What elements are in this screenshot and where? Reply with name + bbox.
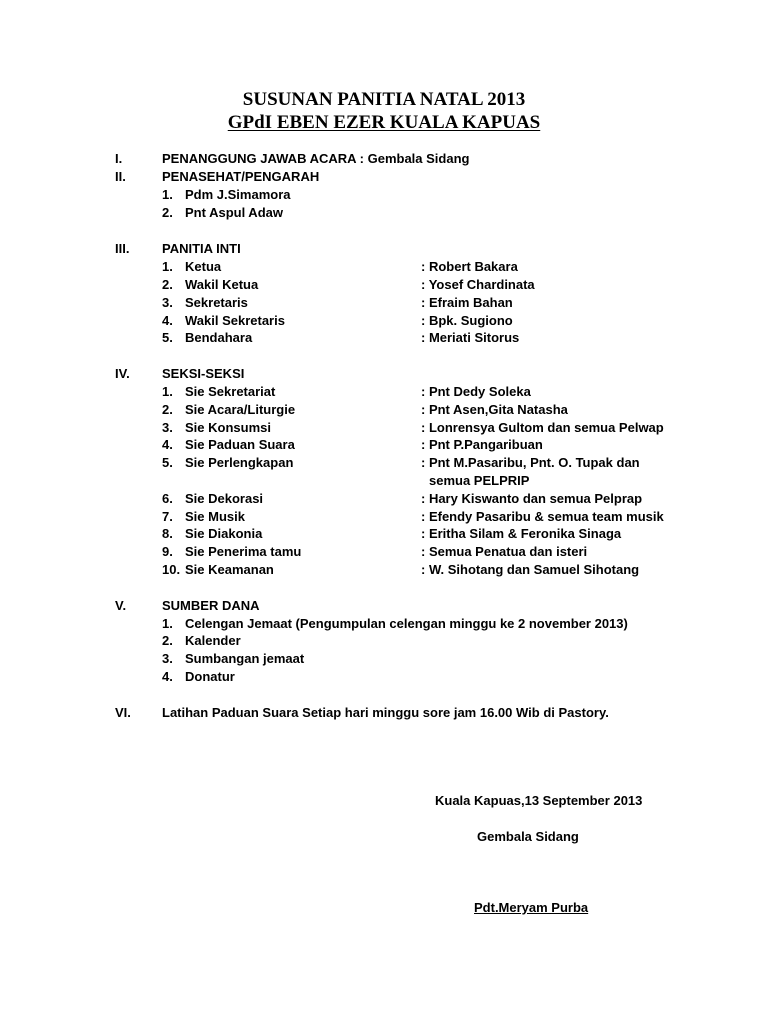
item-number: 2.	[162, 277, 173, 292]
list-item: Celengan Jemaat (Pengumpulan celengan minggu ke 2 november 2013)	[185, 616, 628, 631]
role-value: : Meriati Sitorus	[421, 330, 520, 345]
role-label: Sie Sekretariat	[185, 384, 276, 399]
item-number: 9.	[162, 544, 173, 559]
section-numeral: II.	[115, 169, 126, 184]
place-date: Kuala Kapuas,13 September 2013	[435, 793, 643, 808]
section-heading: PENANGGUNG JAWAB ACARA : Gembala Sidang	[162, 151, 470, 166]
role-value: : Hary Kiswanto dan semua Pelprap	[421, 491, 643, 506]
item-number: 4.	[162, 437, 173, 452]
role-value-continued: semua PELPRIP	[429, 473, 530, 488]
item-number: 2.	[162, 633, 173, 648]
role-label: Sie Dekorasi	[185, 491, 264, 506]
role-value: : Pnt M.Pasaribu, Pnt. O. Tupak dan	[421, 455, 640, 470]
role-label: Bendahara	[185, 330, 253, 345]
role-value: : Efendy Pasaribu & semua team musik	[421, 509, 664, 524]
role-value: : Yosef Chardinata	[421, 277, 535, 292]
role-value: : Pnt P.Pangaribuan	[421, 437, 543, 452]
list-item: Pnt Aspul Adaw	[185, 205, 283, 220]
role-label: Sie Musik	[185, 509, 245, 524]
role-label: Sie Keamanan	[185, 562, 274, 577]
role-value: : Robert Bakara	[421, 259, 518, 274]
section-numeral: VI.	[115, 705, 131, 720]
role-value: : Pnt Dedy Soleka	[421, 384, 531, 399]
section-heading: SUMBER DANA	[162, 598, 260, 613]
section-numeral: III.	[115, 241, 130, 256]
signatory-name: Pdt.Meryam Purba	[474, 900, 589, 915]
item-number: 4.	[162, 313, 173, 328]
item-number: 3.	[162, 420, 173, 435]
item-number: 5.	[162, 455, 173, 470]
item-number: 7.	[162, 509, 173, 524]
role-value: : Semua Penatua dan isteri	[421, 544, 588, 559]
role-label: Sie Diakonia	[185, 526, 263, 541]
role-value: : Pnt Asen,Gita Natasha	[421, 402, 568, 417]
item-number: 4.	[162, 669, 173, 684]
item-number: 1.	[162, 259, 173, 274]
section-numeral: IV.	[115, 366, 130, 381]
role-value: : Efraim Bahan	[421, 295, 513, 310]
item-number: 1.	[162, 384, 173, 399]
item-number: 2.	[162, 205, 173, 220]
item-number: 8.	[162, 526, 173, 541]
list-item: Donatur	[185, 669, 235, 684]
item-number: 1.	[162, 616, 173, 631]
item-number: 6.	[162, 491, 173, 506]
role-label: Sie Acara/Liturgie	[185, 402, 296, 417]
item-number: 3.	[162, 651, 173, 666]
church-name: GPdI EBEN EZER KUALA KAPUAS	[227, 112, 541, 133]
list-item: Pdm J.Simamora	[185, 187, 291, 202]
item-number: 3.	[162, 295, 173, 310]
signatory-role: Gembala Sidang	[477, 829, 579, 844]
list-item: Sumbangan jemaat	[185, 651, 305, 666]
role-label: Wakil Sekretaris	[185, 313, 285, 328]
role-label: Ketua	[185, 259, 222, 274]
item-number: 5.	[162, 330, 173, 345]
role-label: Sie Konsumsi	[185, 420, 271, 435]
section-numeral: V.	[115, 598, 127, 613]
item-number: 1.	[162, 187, 173, 202]
role-label: Sie Paduan Suara	[185, 437, 295, 452]
list-item: Kalender	[185, 633, 241, 648]
role-value: : W. Sihotang dan Samuel Sihotang	[421, 562, 640, 577]
role-label: Sie Penerima tamu	[185, 544, 302, 559]
section-heading: Latihan Paduan Suara Setiap hari minggu sore jam 16.00 Wib di Pastory.	[162, 705, 609, 720]
section-heading: PENASEHAT/PENGARAH	[162, 169, 320, 184]
section-numeral: I.	[115, 151, 123, 166]
section-heading: PANITIA INTI	[162, 241, 241, 256]
role-label: Sekretaris	[185, 295, 248, 310]
document-subtitle	[0, 112, 768, 134]
role-value: : Lonrensya Gultom dan semua Pelwap	[421, 420, 664, 435]
item-number: 10.	[162, 562, 181, 577]
role-value: : Bpk. Sugiono	[421, 313, 513, 328]
document-title: SUSUNAN PANITIA NATAL 2013	[242, 89, 526, 110]
item-number: 2.	[162, 402, 173, 417]
section-heading: SEKSI-SEKSI	[162, 366, 245, 381]
role-label: Wakil Ketua	[185, 277, 259, 292]
role-label: Sie Perlengkapan	[185, 455, 294, 470]
role-value: : Eritha Silam & Feronika Sinaga	[421, 526, 622, 541]
